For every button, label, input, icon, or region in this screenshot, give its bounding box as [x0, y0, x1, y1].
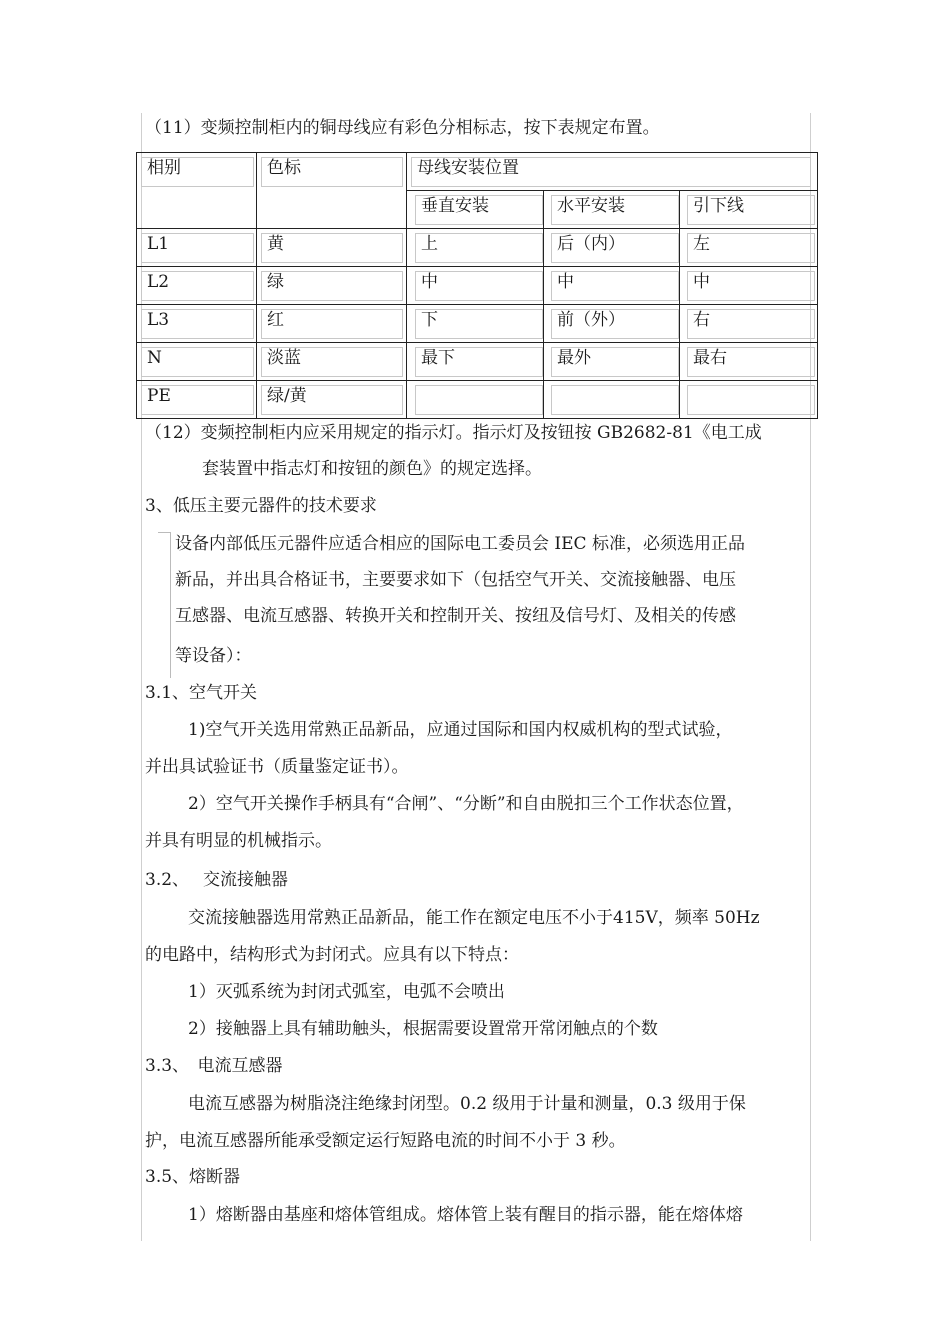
para-11: （11）变频控制柜内的铜母线应有彩色分相标志，按下表规定布置。 — [145, 118, 660, 138]
header-color: 色标 — [261, 157, 403, 187]
section-3-2-line-2: 的电路中，结构形式为封闭式。应具有以下特点： — [145, 945, 519, 965]
section-3-3-line-2: 护，电流互感器所能承受额定运行短路电流的时间不小于 3 秒。 — [145, 1131, 626, 1151]
section-3-2-item-2: 2）接触器上具有辅助触头，根据需要设置常开常闭触点的个数 — [188, 1019, 658, 1039]
section-3-5-line-1: 1）熔断器由基座和熔体管组成。熔体管上装有醒目的指示器，能在熔体熔 — [188, 1205, 743, 1225]
section-3-3-heading: 3.3、 电流互感器 — [145, 1056, 283, 1076]
header-position: 母线安装位置 — [411, 157, 811, 187]
header-phase: 相别 — [141, 157, 254, 187]
section-3-1-p2-line-1: 2）空气开关操作手柄具有“合闸”、“分断”和自由脱扣三个工作状态位置， — [188, 794, 744, 814]
section-3-5-heading: 3.5、熔断器 — [145, 1167, 241, 1187]
section-3-1-p1-line-1: 1)空气开关选用常熟正品新品，应通过国际和国内权威机构的型式试验， — [188, 720, 733, 740]
section-3-text-4: 等设备）： — [175, 646, 252, 666]
para-12-line-1: （12）变频控制柜内应采用规定的指示灯。指示灯及按钮按 GB2682-81《电工成 — [145, 423, 762, 443]
section-3-text-2: 新品，并出具合格证书，主要要求如下（包括空气开关、交流接触器、电压 — [175, 570, 736, 590]
section-3-heading: 3、低压主要元器件的技术要求 — [145, 496, 377, 516]
para-12-line-2: 套装置中指志灯和按钮的颜色》的规定选择。 — [202, 459, 542, 479]
busbar-color-table: 相别 色标 母线安装位置 垂直安装 水平安装 引下线 L1 黄 上 后（内） 左 L2 绿 中 中 中 L3 红 下 前（外） 右 N 淡蓝 最下 最外 最右 PE 绿/黄 — [136, 152, 818, 419]
section-3-2-heading: 3.2、 交流接触器 — [145, 870, 288, 890]
section-3-text-3: 互感器、电流互感器、转换开关和控制开关、按纽及信号灯、及相关的传感 — [175, 606, 736, 626]
header-horizontal: 水平安装 — [551, 195, 679, 225]
section-3-1-p1-line-2: 并出具试验证书（质量鉴定证书）。 — [145, 757, 409, 777]
section-3-2-item-1: 1）灭弧系统为封闭式弧室，电弧不会喷出 — [188, 982, 505, 1002]
header-vertical: 垂直安装 — [415, 195, 543, 225]
section-3-1-p2-line-2: 并具有明显的机械指示。 — [145, 831, 332, 851]
section-3-3-line-1: 电流互感器为树脂浇注绝缘封闭型。0.2 级用于计量和测量，0.3 级用于保 — [188, 1094, 746, 1114]
section-3-text-1: 设备内部低压元器件应适合相应的国际电工委员会 IEC 标准，必须选用正品 — [175, 534, 745, 554]
header-downlead: 引下线 — [687, 195, 815, 225]
indent-bar — [170, 532, 171, 678]
section-3-1-heading: 3.1、空气开关 — [145, 683, 258, 703]
section-3-2-line-1: 交流接触器选用常熟正品新品，能工作在额定电压不小于415V，频率 50Hz — [188, 908, 760, 928]
